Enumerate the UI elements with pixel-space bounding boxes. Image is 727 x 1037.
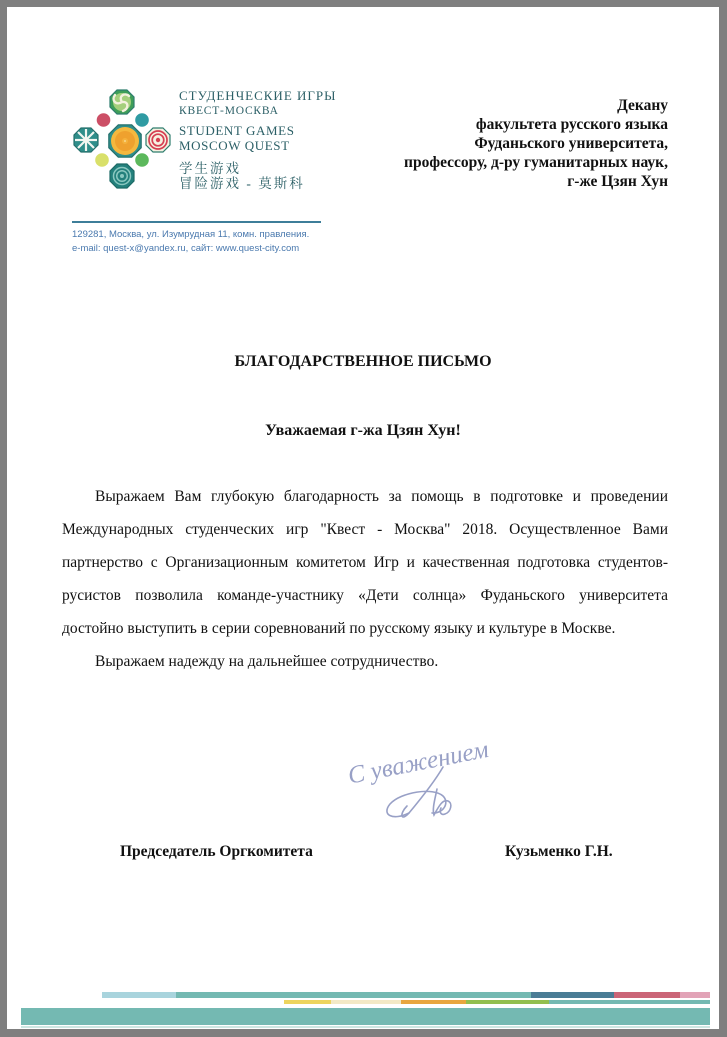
- letter-salutation: Уважаемая г-жа Цзян Хун!: [265, 422, 461, 439]
- logo-small-green-circle: [135, 153, 149, 167]
- footer-stripe-segment: [614, 992, 680, 998]
- letter-page: [7, 7, 719, 1029]
- recipient-line: Фуданьского университета,: [474, 135, 668, 152]
- footer-stripe-segment: [549, 1000, 710, 1005]
- letter-paragraph-2: Выражаем надежду на дальнейшее сотрудничество.: [95, 653, 439, 670]
- logo-top-octagon: [110, 90, 134, 114]
- letter-title: БЛАГОДАРСТВЕННОЕ ПИСЬМО: [234, 353, 492, 370]
- recipient-line: факультета русского языка: [475, 116, 668, 133]
- letter-body: [62, 480, 668, 678]
- footer-bar: [21, 1008, 710, 1025]
- signoff-role: Председатель Оргкомитета: [120, 843, 313, 860]
- logo-title-zh-1: 学生游戏: [179, 160, 241, 176]
- logo-right-octagon: [146, 128, 170, 152]
- letter-paragraph-1: Выражаем Вам глубокую благодарность за помощь в подготовке и проведении Международных студенческих игр "Квест - Москва" 2018. Осуществленное Вами партнерство с Организационным комитетом Игр и качественная подготовка студентов-русистов позволила команде-участнику «Дети солнца» Фуданьского университета достойно выступить в серии соревнований по русскому языку и культуре в Москве.: [62, 488, 668, 637]
- footer-stripe-segment: [284, 1000, 331, 1005]
- contact-info: [72, 228, 309, 255]
- logo-title-ru-1: СТУДЕНЧЕСКИЕ ИГРЫ: [179, 88, 337, 103]
- logo-title-zh-2: 冒险游戏 - 莫斯科: [179, 175, 305, 191]
- logo-title-ru-2: КВЕСТ-МОСКВА: [179, 104, 279, 117]
- logo-small-teal-circle: [135, 113, 149, 127]
- footer-stripe-segment: [331, 1000, 401, 1005]
- signoff-name: Кузьменко Г.Н.: [505, 843, 613, 860]
- recipient-line: Декану: [617, 97, 668, 114]
- footer-stripe-segment: [531, 992, 614, 998]
- logo-title-en-2: MOSCOW QUEST: [179, 137, 290, 153]
- footer-stripe-segment: [401, 1000, 466, 1005]
- logo-wordmark: [179, 89, 336, 191]
- logo-small-rose-circle: [97, 113, 111, 127]
- logo-center-octagon: [109, 125, 141, 157]
- signature-caption-text: С уважением: [345, 735, 491, 790]
- footer-stripe-segment: [680, 992, 710, 998]
- footer-bar-underline: [21, 1026, 710, 1029]
- student-games-logo-icon: [63, 81, 185, 203]
- recipient-block: [404, 96, 668, 191]
- footer-stripe-segment: [102, 992, 176, 998]
- signature-image: [325, 717, 525, 829]
- logo-title-en-1: STUDENT GAMES: [179, 123, 295, 139]
- logo-small-lime-circle: [95, 153, 109, 167]
- footer-stripe-segment: [176, 992, 531, 998]
- logo-bottom-octagon: [110, 164, 134, 188]
- contact-email-site: e-mail: quest-x@yandex.ru, сайт: www.quest-city.com: [72, 242, 300, 254]
- contact-address: 129281, Москва, ул. Изумрудная 11, комн. правления.: [72, 229, 310, 240]
- contact-divider-rule: [72, 221, 321, 223]
- recipient-line: г-же Цзян Хун: [567, 173, 668, 190]
- logo-left-octagon: [74, 128, 98, 152]
- footer-stripe-segment: [466, 1000, 549, 1005]
- recipient-line: профессору, д-ру гуманитарных наук,: [404, 154, 668, 171]
